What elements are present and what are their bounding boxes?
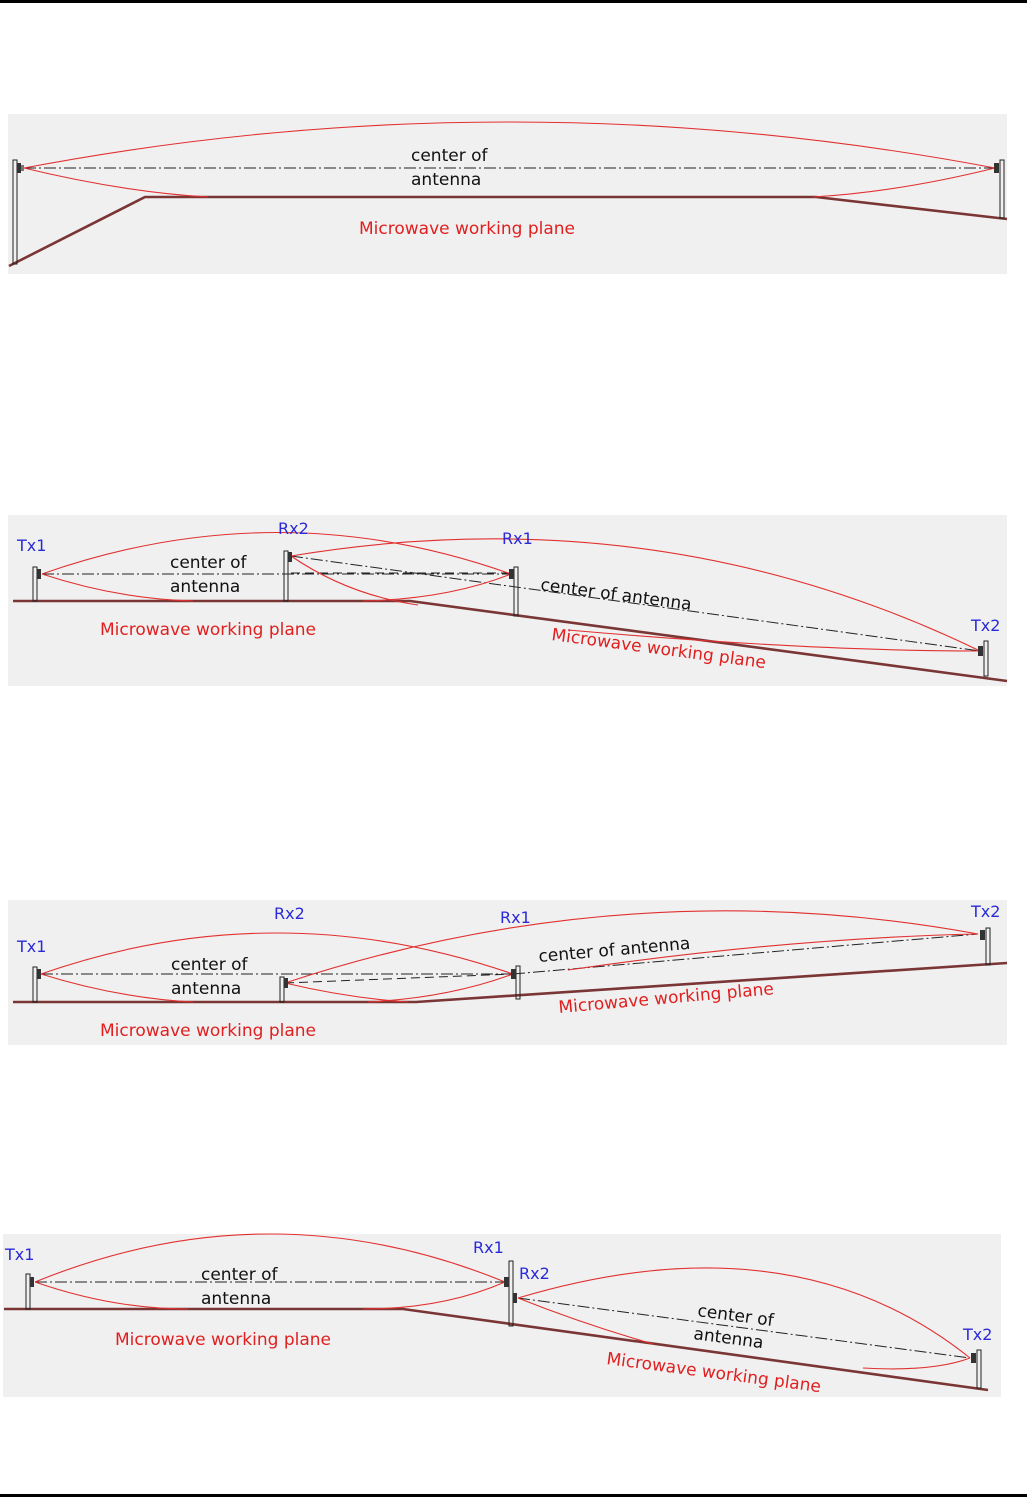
tx2-antenna (980, 928, 990, 965)
rx1-antenna (504, 1261, 517, 1326)
right-plane-label: Microwave working plane (550, 625, 768, 674)
right-center-line1: center of (696, 1301, 775, 1331)
beam-tx1-rx1-lower (35, 1282, 188, 1309)
tx1-label: Tx1 (17, 937, 47, 956)
tx2-label: Tx2 (971, 902, 1001, 921)
rx1-antenna (509, 567, 518, 616)
center-label-line1: center of (411, 146, 488, 166)
top-rule (0, 0, 1027, 3)
rx2-antenna (284, 551, 292, 601)
right-plane-label: Microwave working plane (605, 1349, 823, 1398)
diagram-3-svg (8, 900, 1007, 1045)
tx1-label: Tx1 (17, 536, 47, 555)
left-center-line2: antenna (170, 577, 241, 597)
beam-tx1-rx1-lower-r (363, 1282, 505, 1309)
beam-lower-left (24, 168, 208, 197)
tx2-label: Tx2 (971, 616, 1001, 635)
tx1-label: Tx1 (5, 1245, 35, 1264)
left-plane-label: Microwave working plane (115, 1330, 331, 1350)
rx1-label: Rx1 (502, 529, 533, 548)
diagram-3 (8, 900, 1007, 1045)
beam-upper (24, 122, 995, 168)
tx2-antenna (978, 641, 988, 676)
left-center-line2: antenna (171, 979, 242, 999)
beam-rx2-tx2-lower-r (863, 1358, 970, 1369)
diagram-1-svg (8, 114, 1007, 274)
beam-rx2-tx2-lower (518, 1298, 653, 1344)
left-plane-label: Microwave working plane (100, 1021, 316, 1041)
beam-lower-right (813, 168, 995, 197)
plane-label: Microwave working plane (359, 219, 575, 239)
rx2-label: Rx2 (278, 519, 309, 538)
diagram-4 (3, 1234, 1001, 1397)
left-center-line2: antenna (201, 1289, 272, 1309)
right-center-line2: antenna (692, 1324, 765, 1354)
tx2-antenna (971, 1350, 981, 1388)
diagram-2-svg (8, 515, 1007, 686)
center-label-line2: antenna (411, 170, 482, 190)
beam-tx1-rx1-upper (42, 533, 511, 575)
ground-line (13, 963, 1007, 1002)
right-center-label: center of antenna (537, 933, 692, 967)
ground-line (13, 601, 1007, 681)
beam-tx1-rx1-lower-r (363, 574, 511, 601)
left-antenna (13, 160, 24, 264)
beam-rx2-tx2-lower (291, 556, 418, 605)
rx2-label: Rx2 (519, 1264, 550, 1283)
left-plane-label: Microwave working plane (100, 620, 316, 640)
diagram-4-svg (3, 1234, 1001, 1397)
rx1-label: Rx1 (500, 908, 531, 927)
bottom-rule (0, 1494, 1027, 1497)
right-center-label: center of antenna (539, 575, 693, 615)
beam-rx2-tx2-lower (285, 983, 408, 1002)
tx1-antenna (33, 567, 41, 601)
tx1-antenna (26, 1274, 34, 1309)
diagram-2 (8, 515, 1007, 686)
rx2-label: Rx2 (274, 904, 305, 923)
antenna-axis-left-right (285, 974, 513, 983)
tx1-antenna (33, 967, 41, 1002)
right-antenna (994, 160, 1004, 218)
left-center-line1: center of (201, 1265, 278, 1285)
rx2-antenna (280, 977, 288, 1002)
rx1-label: Rx1 (473, 1238, 504, 1257)
beam-tx1-rx1-upper (41, 933, 513, 974)
left-center-line1: center of (171, 955, 248, 975)
diagram-1 (8, 114, 1007, 274)
tx2-label: Tx2 (963, 1325, 993, 1344)
right-plane-label: Microwave working plane (557, 979, 775, 1018)
left-center-line1: center of (170, 553, 247, 573)
